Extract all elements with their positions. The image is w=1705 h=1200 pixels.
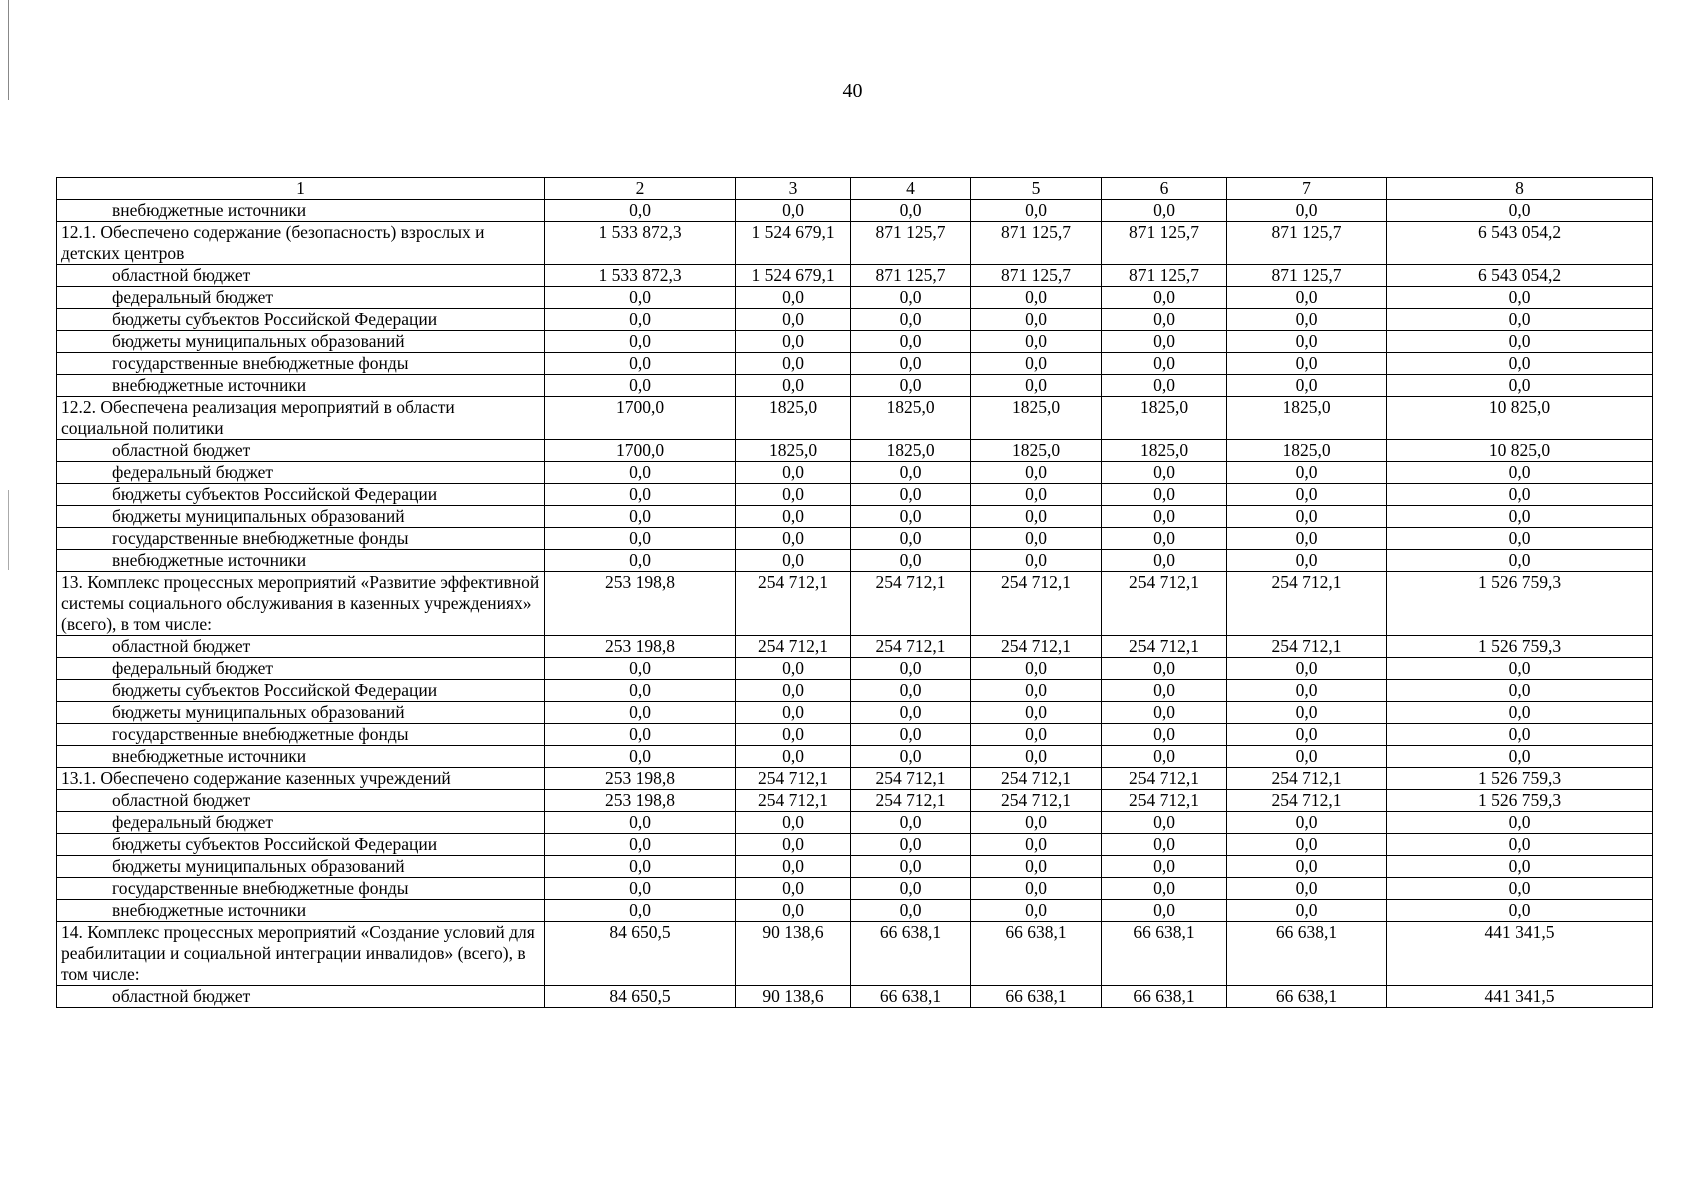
table-cell: 1825,0 — [851, 440, 971, 462]
table-cell: 254 712,1 — [1102, 572, 1227, 636]
table-cell: 0,0 — [1387, 353, 1653, 375]
table-cell: 0,0 — [971, 309, 1102, 331]
table-row — [57, 265, 1653, 287]
table-cell: 0,0 — [1102, 550, 1227, 572]
table-cell: 254 712,1 — [736, 790, 851, 812]
table-cell: 0,0 — [545, 484, 736, 506]
table-row — [57, 484, 1653, 506]
table-row — [57, 658, 1653, 680]
table-cell: 254 712,1 — [736, 636, 851, 658]
table-row — [57, 834, 1653, 856]
table-row — [57, 572, 1653, 636]
table-cell: 0,0 — [545, 746, 736, 768]
table-row — [57, 506, 1653, 528]
table-cell: 0,0 — [545, 702, 736, 724]
table-cell: 0,0 — [1102, 506, 1227, 528]
row-sublabel: федеральный бюджет — [57, 287, 545, 309]
table-cell: 0,0 — [736, 834, 851, 856]
table-cell: 871 125,7 — [851, 265, 971, 287]
table-cell: 0,0 — [736, 462, 851, 484]
table-cell: 0,0 — [971, 702, 1102, 724]
row-sublabel: внебюджетные источники — [57, 550, 545, 572]
table-cell: 0,0 — [851, 484, 971, 506]
table-cell: 253 198,8 — [545, 768, 736, 790]
table-cell: 66 638,1 — [971, 922, 1102, 986]
table-row — [57, 353, 1653, 375]
table-cell: 0,0 — [736, 702, 851, 724]
table-cell: 0,0 — [851, 200, 971, 222]
table-cell: 441 341,5 — [1387, 986, 1653, 1008]
column-header: 4 — [851, 178, 971, 200]
table-row — [57, 287, 1653, 309]
table-cell: 1 524 679,1 — [736, 222, 851, 265]
table-cell: 0,0 — [1102, 834, 1227, 856]
table-cell: 0,0 — [545, 528, 736, 550]
column-header: 5 — [971, 178, 1102, 200]
row-sublabel: государственные внебюджетные фонды — [57, 878, 545, 900]
table-cell: 0,0 — [1227, 746, 1387, 768]
table-row — [57, 812, 1653, 834]
column-header: 3 — [736, 178, 851, 200]
table-cell: 0,0 — [736, 812, 851, 834]
table-cell: 0,0 — [1102, 484, 1227, 506]
table-cell: 1825,0 — [1227, 397, 1387, 440]
table-cell: 254 712,1 — [851, 768, 971, 790]
table-cell: 0,0 — [545, 309, 736, 331]
table-cell: 0,0 — [1227, 812, 1387, 834]
table-cell: 0,0 — [1102, 287, 1227, 309]
table-cell: 0,0 — [545, 353, 736, 375]
table-row — [57, 309, 1653, 331]
table-row — [57, 440, 1653, 462]
row-sublabel: внебюджетные источники — [57, 200, 545, 222]
table-cell: 0,0 — [736, 375, 851, 397]
row-sublabel: областной бюджет — [57, 986, 545, 1008]
table-cell: 1825,0 — [736, 397, 851, 440]
table-cell: 0,0 — [1227, 484, 1387, 506]
table-cell: 254 712,1 — [1227, 636, 1387, 658]
table-cell: 0,0 — [1102, 724, 1227, 746]
table-cell: 0,0 — [1102, 900, 1227, 922]
table-cell: 0,0 — [851, 900, 971, 922]
table-cell: 0,0 — [1387, 375, 1653, 397]
table-cell: 0,0 — [1387, 724, 1653, 746]
table-cell: 1 526 759,3 — [1387, 572, 1653, 636]
table-cell: 0,0 — [851, 658, 971, 680]
table-cell: 0,0 — [1387, 812, 1653, 834]
row-sublabel: государственные внебюджетные фонды — [57, 724, 545, 746]
table-cell: 0,0 — [971, 856, 1102, 878]
table-cell: 0,0 — [736, 331, 851, 353]
table-cell: 0,0 — [971, 724, 1102, 746]
table-cell: 0,0 — [545, 658, 736, 680]
table-cell: 0,0 — [1227, 878, 1387, 900]
table-cell: 441 341,5 — [1387, 922, 1653, 986]
table-cell: 0,0 — [1387, 746, 1653, 768]
table-cell: 0,0 — [851, 812, 971, 834]
row-sublabel: государственные внебюджетные фонды — [57, 528, 545, 550]
table-cell: 0,0 — [545, 462, 736, 484]
table-cell: 0,0 — [1387, 287, 1653, 309]
table-row — [57, 768, 1653, 790]
table-cell: 84 650,5 — [545, 922, 736, 986]
table-cell: 0,0 — [1102, 680, 1227, 702]
table-cell: 254 712,1 — [1227, 768, 1387, 790]
table-cell: 0,0 — [1102, 331, 1227, 353]
table-cell: 254 712,1 — [851, 790, 971, 812]
table-cell: 0,0 — [1387, 658, 1653, 680]
table-cell: 0,0 — [1227, 462, 1387, 484]
table-cell: 0,0 — [545, 878, 736, 900]
table-cell: 1825,0 — [971, 440, 1102, 462]
table-cell: 0,0 — [1227, 331, 1387, 353]
table-cell: 0,0 — [736, 900, 851, 922]
table-cell: 0,0 — [1102, 353, 1227, 375]
table-cell: 66 638,1 — [1227, 922, 1387, 986]
table-cell: 0,0 — [736, 680, 851, 702]
table-cell: 0,0 — [736, 658, 851, 680]
table-cell: 0,0 — [1227, 200, 1387, 222]
column-header: 2 — [545, 178, 736, 200]
table-cell: 84 650,5 — [545, 986, 736, 1008]
table-cell: 0,0 — [545, 680, 736, 702]
table-cell: 0,0 — [1387, 462, 1653, 484]
column-header: 8 — [1387, 178, 1653, 200]
table-cell: 0,0 — [971, 746, 1102, 768]
table-cell: 0,0 — [1387, 834, 1653, 856]
row-sublabel: бюджеты субъектов Российской Федерации — [57, 484, 545, 506]
table-cell: 0,0 — [1102, 746, 1227, 768]
row-sublabel: бюджеты субъектов Российской Федерации — [57, 834, 545, 856]
table-cell: 0,0 — [1387, 506, 1653, 528]
table-cell: 1825,0 — [736, 440, 851, 462]
table-cell: 0,0 — [971, 375, 1102, 397]
table-row — [57, 636, 1653, 658]
table-cell: 254 712,1 — [851, 572, 971, 636]
table-cell: 0,0 — [1227, 658, 1387, 680]
table-cell: 0,0 — [1387, 878, 1653, 900]
column-header: 7 — [1227, 178, 1387, 200]
column-header: 6 — [1102, 178, 1227, 200]
row-sublabel: внебюджетные источники — [57, 746, 545, 768]
table-cell: 871 125,7 — [1227, 265, 1387, 287]
table-cell: 0,0 — [1102, 200, 1227, 222]
table-cell: 0,0 — [545, 506, 736, 528]
table-cell: 0,0 — [545, 331, 736, 353]
table-row — [57, 986, 1653, 1008]
table-cell: 0,0 — [971, 680, 1102, 702]
table-cell: 0,0 — [971, 658, 1102, 680]
table-cell: 0,0 — [1102, 856, 1227, 878]
row-sublabel: внебюджетные источники — [57, 900, 545, 922]
table-cell: 90 138,6 — [736, 922, 851, 986]
table-row — [57, 724, 1653, 746]
table-cell: 0,0 — [1102, 309, 1227, 331]
table-cell: 0,0 — [851, 353, 971, 375]
table-cell: 253 198,8 — [545, 572, 736, 636]
row-sublabel: областной бюджет — [57, 636, 545, 658]
row-sublabel: бюджеты муниципальных образований — [57, 506, 545, 528]
budget-table — [56, 177, 1653, 1008]
table-cell: 871 125,7 — [971, 265, 1102, 287]
table-cell: 0,0 — [1227, 506, 1387, 528]
table-cell: 0,0 — [1227, 900, 1387, 922]
table-cell: 66 638,1 — [1227, 986, 1387, 1008]
table-cell: 1825,0 — [1227, 440, 1387, 462]
table-cell: 0,0 — [545, 724, 736, 746]
table-cell: 871 125,7 — [1102, 222, 1227, 265]
table-cell: 0,0 — [1102, 528, 1227, 550]
table-cell: 0,0 — [1102, 812, 1227, 834]
table-cell: 0,0 — [1102, 878, 1227, 900]
table-cell: 0,0 — [545, 200, 736, 222]
table-cell: 1825,0 — [1102, 440, 1227, 462]
table-cell: 0,0 — [545, 375, 736, 397]
table-cell: 0,0 — [736, 550, 851, 572]
table-row — [57, 900, 1653, 922]
table-cell: 10 825,0 — [1387, 397, 1653, 440]
table-cell: 254 712,1 — [1102, 636, 1227, 658]
table-row — [57, 746, 1653, 768]
table-cell: 0,0 — [851, 550, 971, 572]
table-cell: 0,0 — [851, 375, 971, 397]
table-cell: 253 198,8 — [545, 636, 736, 658]
table-cell: 254 712,1 — [1227, 790, 1387, 812]
table-cell: 0,0 — [851, 878, 971, 900]
table-cell: 0,0 — [1227, 724, 1387, 746]
table-cell: 0,0 — [736, 309, 851, 331]
table-cell: 0,0 — [545, 550, 736, 572]
table-cell: 0,0 — [971, 878, 1102, 900]
table-cell: 0,0 — [1227, 287, 1387, 309]
table-cell: 0,0 — [971, 834, 1102, 856]
table-cell: 0,0 — [1102, 658, 1227, 680]
table-cell: 0,0 — [1387, 856, 1653, 878]
scan-edge-line — [8, 490, 9, 570]
table-cell: 1 526 759,3 — [1387, 636, 1653, 658]
row-sublabel: федеральный бюджет — [57, 462, 545, 484]
table-cell: 254 712,1 — [971, 572, 1102, 636]
table-cell: 66 638,1 — [1102, 922, 1227, 986]
table-row — [57, 462, 1653, 484]
table-cell: 254 712,1 — [1102, 768, 1227, 790]
table-cell: 0,0 — [971, 331, 1102, 353]
table-cell: 0,0 — [1387, 550, 1653, 572]
table-cell: 0,0 — [851, 746, 971, 768]
table-cell: 0,0 — [971, 900, 1102, 922]
table-cell: 0,0 — [1387, 331, 1653, 353]
table-cell: 254 712,1 — [736, 768, 851, 790]
table-cell: 66 638,1 — [851, 986, 971, 1008]
table-cell: 0,0 — [1227, 528, 1387, 550]
table-cell: 0,0 — [545, 287, 736, 309]
table-row — [57, 397, 1653, 440]
row-sublabel: бюджеты муниципальных образований — [57, 331, 545, 353]
row-label: 13.1. Обеспечено содержание казенных учреждений — [57, 768, 545, 790]
table-cell: 90 138,6 — [736, 986, 851, 1008]
table-cell: 253 198,8 — [545, 790, 736, 812]
table-cell: 0,0 — [1102, 375, 1227, 397]
table-row — [57, 528, 1653, 550]
table-cell: 66 638,1 — [971, 986, 1102, 1008]
table-cell: 0,0 — [851, 702, 971, 724]
table-cell: 0,0 — [971, 287, 1102, 309]
table-cell: 254 712,1 — [971, 636, 1102, 658]
table-cell: 254 712,1 — [1227, 572, 1387, 636]
table-cell: 1 524 679,1 — [736, 265, 851, 287]
row-sublabel: бюджеты субъектов Российской Федерации — [57, 309, 545, 331]
row-sublabel: внебюджетные источники — [57, 375, 545, 397]
table-cell: 0,0 — [545, 856, 736, 878]
column-header: 1 — [57, 178, 545, 200]
table-body — [57, 200, 1653, 1008]
row-sublabel: областной бюджет — [57, 790, 545, 812]
table-cell: 0,0 — [851, 462, 971, 484]
table-row — [57, 702, 1653, 724]
row-sublabel: бюджеты субъектов Российской Федерации — [57, 680, 545, 702]
table-cell: 0,0 — [736, 484, 851, 506]
table-cell: 0,0 — [1227, 856, 1387, 878]
table-cell: 0,0 — [736, 856, 851, 878]
row-label: 13. Комплекс процессных мероприятий «Развитие эффективной системы социального обслуживания в казенных учреждениях» (всего), в том числе: — [57, 572, 545, 636]
table-cell: 0,0 — [736, 506, 851, 528]
row-sublabel: федеральный бюджет — [57, 658, 545, 680]
row-label: 12.1. Обеспечено содержание (безопасность) взрослых и детских центров — [57, 222, 545, 265]
table-cell: 0,0 — [1102, 462, 1227, 484]
table-row — [57, 680, 1653, 702]
table-cell: 0,0 — [971, 550, 1102, 572]
table-cell: 0,0 — [545, 900, 736, 922]
table-cell: 0,0 — [1227, 353, 1387, 375]
table-cell: 871 125,7 — [971, 222, 1102, 265]
table-cell: 871 125,7 — [851, 222, 971, 265]
table-cell: 0,0 — [736, 200, 851, 222]
table-cell: 0,0 — [851, 856, 971, 878]
row-sublabel: областной бюджет — [57, 440, 545, 462]
table-cell: 0,0 — [851, 834, 971, 856]
row-sublabel: государственные внебюджетные фонды — [57, 353, 545, 375]
table-cell: 0,0 — [736, 724, 851, 746]
table-cell: 0,0 — [1227, 309, 1387, 331]
row-sublabel: бюджеты муниципальных образований — [57, 856, 545, 878]
table-cell: 6 543 054,2 — [1387, 222, 1653, 265]
table-cell: 10 825,0 — [1387, 440, 1653, 462]
row-sublabel: федеральный бюджет — [57, 812, 545, 834]
table-cell: 0,0 — [1227, 680, 1387, 702]
table-cell: 0,0 — [736, 878, 851, 900]
table-row — [57, 222, 1653, 265]
table-cell: 66 638,1 — [1102, 986, 1227, 1008]
table-cell: 0,0 — [851, 287, 971, 309]
table-cell: 254 712,1 — [851, 636, 971, 658]
table-row — [57, 331, 1653, 353]
table-cell: 0,0 — [736, 528, 851, 550]
table-row — [57, 922, 1653, 986]
table-cell: 0,0 — [851, 506, 971, 528]
table-cell: 0,0 — [1387, 702, 1653, 724]
table-row — [57, 200, 1653, 222]
row-label: 14. Комплекс процессных мероприятий «Создание условий для реабилитации и социальной интеграции инвалидов» (всего), в том числе: — [57, 922, 545, 986]
table-cell: 0,0 — [1227, 550, 1387, 572]
table-cell: 66 638,1 — [851, 922, 971, 986]
table-cell: 1 533 872,3 — [545, 265, 736, 287]
table-cell: 1 526 759,3 — [1387, 790, 1653, 812]
table-cell: 0,0 — [736, 287, 851, 309]
table-cell: 0,0 — [1227, 375, 1387, 397]
table-cell: 0,0 — [545, 812, 736, 834]
table-cell: 0,0 — [971, 353, 1102, 375]
table-cell: 0,0 — [851, 528, 971, 550]
table-cell: 0,0 — [1227, 834, 1387, 856]
table-cell: 871 125,7 — [1227, 222, 1387, 265]
table-cell: 0,0 — [971, 812, 1102, 834]
table-cell: 0,0 — [851, 724, 971, 746]
table-cell: 0,0 — [1387, 200, 1653, 222]
table-cell: 0,0 — [851, 309, 971, 331]
table-cell: 0,0 — [971, 200, 1102, 222]
table-cell: 0,0 — [971, 506, 1102, 528]
table-cell: 0,0 — [736, 746, 851, 768]
table-cell: 254 712,1 — [971, 790, 1102, 812]
table-cell: 254 712,1 — [971, 768, 1102, 790]
row-sublabel: бюджеты муниципальных образований — [57, 702, 545, 724]
table-cell: 254 712,1 — [1102, 790, 1227, 812]
table-cell: 6 543 054,2 — [1387, 265, 1653, 287]
table-cell: 0,0 — [1387, 680, 1653, 702]
table-cell: 0,0 — [971, 528, 1102, 550]
row-label: 12.2. Обеспечена реализация мероприятий в области социальной политики — [57, 397, 545, 440]
table-cell: 1 533 872,3 — [545, 222, 736, 265]
page-number: 40 — [842, 80, 863, 102]
table-cell: 1700,0 — [545, 440, 736, 462]
table-cell: 0,0 — [1387, 900, 1653, 922]
table-row — [57, 856, 1653, 878]
table-cell: 1825,0 — [971, 397, 1102, 440]
table-cell: 0,0 — [1387, 484, 1653, 506]
table-cell: 0,0 — [851, 331, 971, 353]
table-cell: 1700,0 — [545, 397, 736, 440]
table-cell: 0,0 — [545, 834, 736, 856]
table-cell: 0,0 — [851, 680, 971, 702]
table-cell: 0,0 — [1387, 528, 1653, 550]
table-cell: 0,0 — [1387, 309, 1653, 331]
table-cell: 871 125,7 — [1102, 265, 1227, 287]
table-row — [57, 375, 1653, 397]
table-cell: 0,0 — [971, 462, 1102, 484]
table-cell: 0,0 — [736, 353, 851, 375]
table-row — [57, 878, 1653, 900]
table-cell: 0,0 — [971, 484, 1102, 506]
row-sublabel: областной бюджет — [57, 265, 545, 287]
table-cell: 254 712,1 — [736, 572, 851, 636]
table-cell: 1825,0 — [851, 397, 971, 440]
table-row — [57, 550, 1653, 572]
table-cell: 1825,0 — [1102, 397, 1227, 440]
table-row — [57, 790, 1653, 812]
table-cell: 1 526 759,3 — [1387, 768, 1653, 790]
table-cell: 0,0 — [1102, 702, 1227, 724]
table-cell: 0,0 — [1227, 702, 1387, 724]
table-header-row — [57, 178, 1653, 200]
